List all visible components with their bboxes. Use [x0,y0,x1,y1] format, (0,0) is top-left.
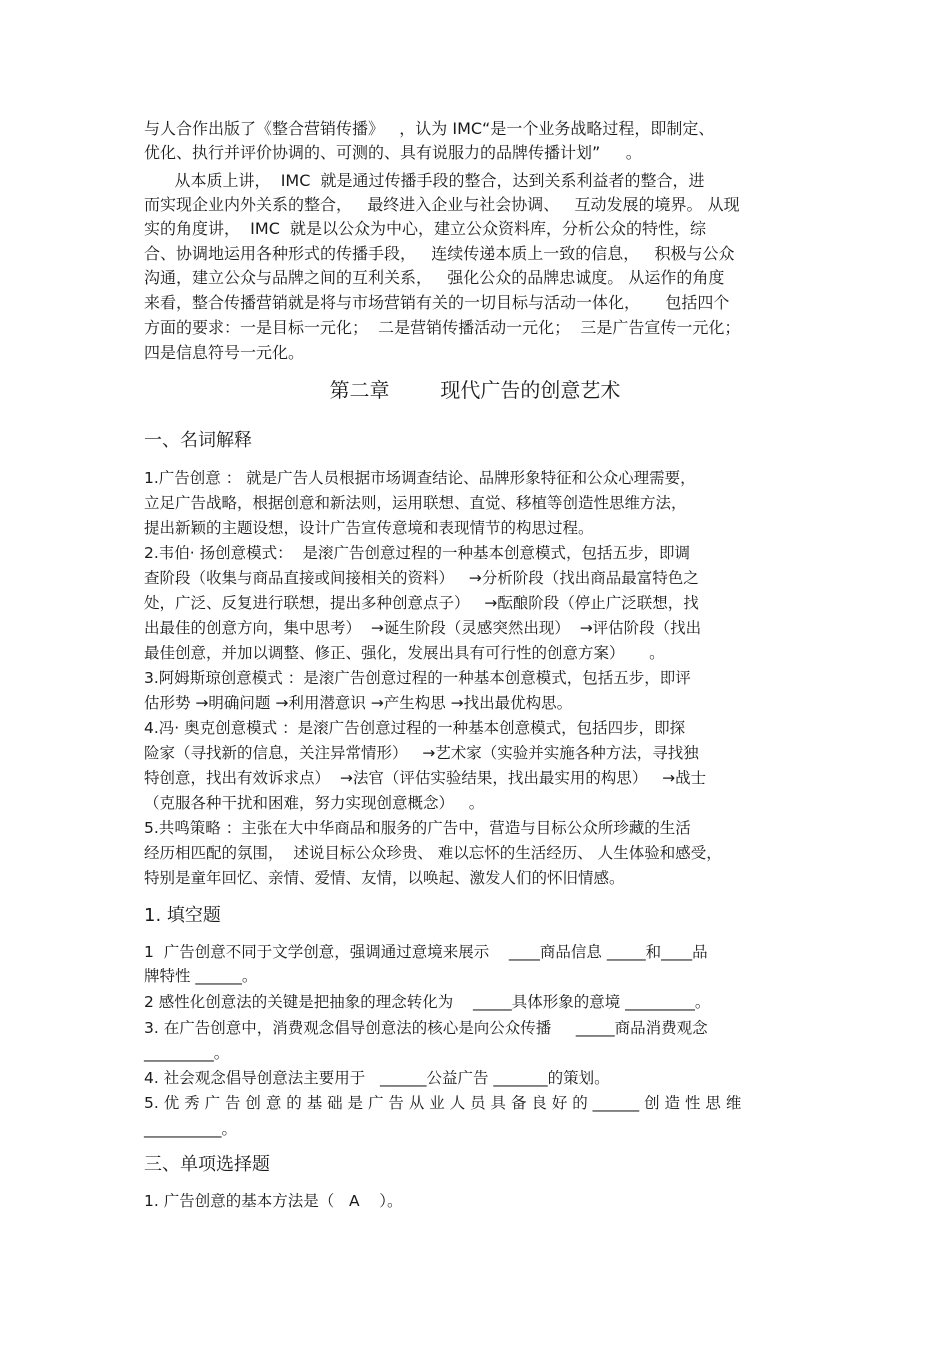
term-line: 立足广告战略，根据创意和新法则，运用联想、直觉、移植等创造性思维方法， [144,494,687,512]
term-line: 提出新颖的主题设想，设计广告宣传意境和表现情节的构思过程。 [144,519,594,537]
term-line: 5.共鸣策略 ：主张在大中华商品和服务的广告中，营造与目标公众所珍藏的生活 [144,819,691,837]
intro-line: 与人合作出版了《整合营销传播》 ，认为 IMC“是一个业务战略过程，即制定、 [144,119,715,138]
fill-line: 4. 社会观念倡导创意法主要用于 ______公益广告 _______的策划。 [144,1069,610,1087]
term-line: 1.广告创意 ： 就是广告人员根据市场调查结论、品牌形象特征和公众心理需要， [144,469,696,487]
intro-line: 而实现企业内外关系的整合， 最终进入企业与社会协调、 互动发展的境界。 从现 [144,195,740,214]
fill-line: 3. 在广告创意中，消费观念倡导创意法的核心是向公众传播 _____商品消费观念 [144,1019,708,1037]
fill-line: 5. 优 秀 广 告 创 意 的 基 础 是 广 告 从 业 人 员 具 备 良 好 的 ______ 创 造 性 思 维 [144,1094,742,1112]
fill-line: 2 感性化创意法的关键是把抽象的理念转化为 _____具体形象的意境 _________。 [144,993,711,1011]
term-line: 特别是童年回忆、亲情、爱情、友情，以唤起、激发人们的怀旧情感。 [144,869,625,887]
intro-line: 来看，整合传播营销就是将与市场营销有关的一切目标与活动一体化， 包括四个 [144,293,730,312]
intro-line: 实的角度讲， IMC 就是以公众为中心，建立公众资料库，分析公众的特性，综 [144,219,707,238]
fill-line: 1 广告创意不同于文学创意，强调通过意境来展示 ____商品信息 _____和____品 [144,943,708,961]
intro-line: 四是信息符号一元化。 [144,343,305,362]
intro-line: 沟通，建立公众与品牌之间的互利关系， 强化公众的品牌忠诚度。 从运作的角度 [144,268,725,287]
fill-line: 牌特性 ______。 [144,967,258,985]
section-heading: 1. 填空题 [144,905,221,926]
term-line: （克服各种干扰和困难，努力实现创意概念） 。 [144,794,485,812]
term-line: 处，广泛、反复进行联想，提出多种创意点子） →酝酿阶段（停止广泛联想，找 [144,594,699,612]
term-line: 最佳创意，并加以调整、修正、强化，发展出具有可行性的创意方案） 。 [144,644,665,662]
chapter-title: 第二章 现代广告的创意艺术 [329,378,621,402]
intro-line: 合、协调地运用各种形式的传播手段， 连续传递本质上一致的信息， 积极与公众 [144,244,735,263]
term-line: 经历相匹配的氛围， 述说目标公众珍贵、 难以忘怀的生活经历、 人生体验和感受， [144,844,722,862]
term-line: 险家（寻找新的信息，关注异常情形） →艺术家（实验并实施各种方法，寻找独 [144,744,699,762]
fill-line: _________。 [144,1044,230,1062]
intro-line: 优化、执行并评价协调的、可测的、具有说服力的品牌传播计划” 。 [144,143,642,162]
term-line: 出最佳的创意方向，集中思考） →诞生阶段（灵感突然出现） →评估阶段（找出 [144,619,702,637]
term-line: 2.韦伯· 扬创意模式： 是滚广告创意过程的一种基本创意模式，包括五步，即调 [144,544,690,562]
section-heading: 三、单项选择题 [144,1154,270,1175]
intro-line: 方面的要求：一是目标一元化； 二是营销传播活动一元化； 三是广告宣传一元化； [144,318,741,337]
intro-line: 从本质上讲， IMC 就是通过传播手段的整合，达到关系利益者的整合，进 [144,171,705,190]
term-line: 估形势 →明确问题 →利用潜意识 →产生构思 →找出最优构思。 [144,694,573,712]
question-line: 1. 广告创意的基本方法是（ A ）。 [144,1192,403,1210]
term-line: 4.冯· 奥克创意模式 ：是滚广告创意过程的一种基本创意模式，包括四步，即探 [144,719,686,737]
section-heading: 一、名词解释 [144,430,252,451]
fill-line: __________。 [144,1120,238,1138]
term-line: 3.阿姆斯琼创意模式 ：是滚广告创意过程的一种基本创意模式，包括五步，即评 [144,669,691,687]
term-line: 查阶段（收集与商品直接或间接相关的资料） →分析阶段（找出商品最富特色之 [144,569,699,587]
term-line: 特创意，找出有效诉求点） →法官（评估实验结果，找出最实用的构思） →战士 [144,769,707,787]
